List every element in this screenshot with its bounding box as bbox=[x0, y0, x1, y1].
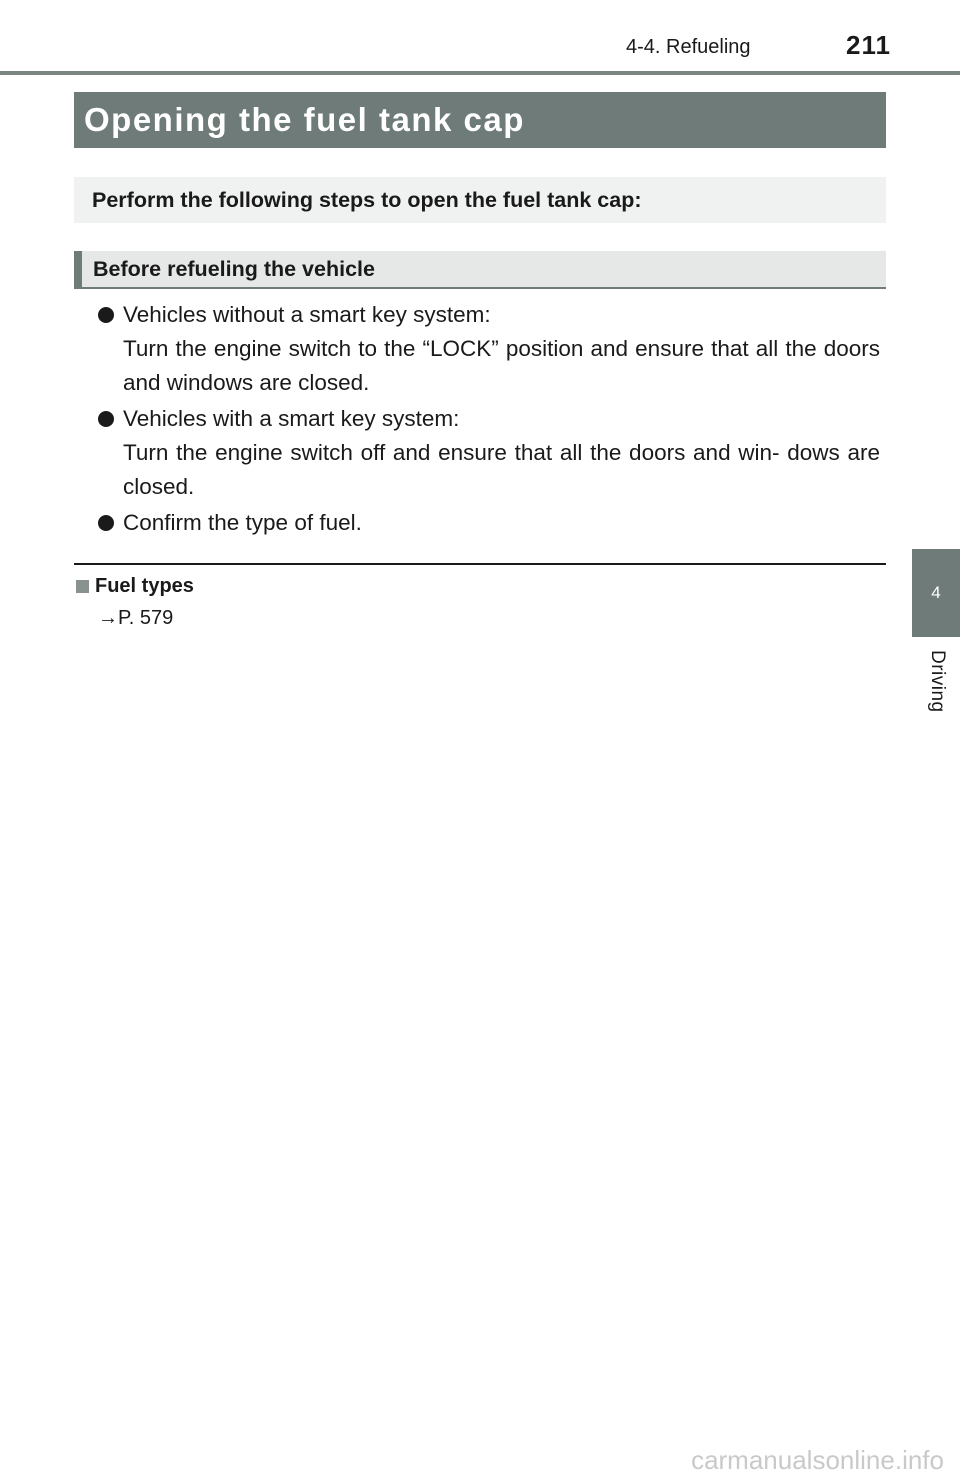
subsection-title: Before refueling the vehicle bbox=[93, 256, 375, 281]
subsection-bar bbox=[74, 251, 886, 289]
watermark: carmanualsonline.info bbox=[691, 1445, 944, 1475]
bullet-list bbox=[98, 298, 880, 542]
bullet-dot-icon bbox=[98, 411, 114, 427]
bullet-body: Turn the engine switch to the “LOCK” position and ensure that all the doors and windows are closed. bbox=[123, 336, 880, 395]
bullet-lead: Confirm the type of fuel. bbox=[123, 510, 362, 535]
chapter-label: Driving bbox=[927, 650, 948, 713]
page-reference-link[interactable]: →P. 579 bbox=[98, 607, 174, 629]
list-item bbox=[98, 506, 880, 540]
chapter-number: 4 bbox=[931, 583, 941, 602]
bullet-lead: Vehicles with a smart key system: bbox=[123, 406, 460, 431]
bullet-dot-icon bbox=[98, 515, 114, 531]
page-number: 211 bbox=[846, 30, 891, 60]
section-title-bar bbox=[74, 92, 886, 148]
note-heading-text: Fuel types bbox=[95, 575, 194, 597]
section-title: Opening the fuel tank cap bbox=[84, 101, 525, 138]
bullet-body: Turn the engine switch off and ensure that all the doors and win- dows are closed. bbox=[123, 440, 880, 499]
square-bullet-icon bbox=[76, 580, 89, 593]
section-divider bbox=[74, 563, 886, 565]
header-section-title: 4-4. Refueling bbox=[626, 36, 751, 58]
intro-box bbox=[74, 177, 886, 223]
list-item bbox=[98, 402, 880, 504]
bullet-dot-icon bbox=[98, 307, 114, 323]
header-rule bbox=[0, 71, 960, 75]
list-item bbox=[98, 298, 880, 400]
note-heading bbox=[76, 575, 194, 598]
intro-text: Perform the following steps to open the fuel tank cap: bbox=[92, 187, 642, 212]
chapter-tab[interactable] bbox=[912, 549, 960, 637]
bullet-lead: Vehicles without a smart key system: bbox=[123, 302, 491, 327]
